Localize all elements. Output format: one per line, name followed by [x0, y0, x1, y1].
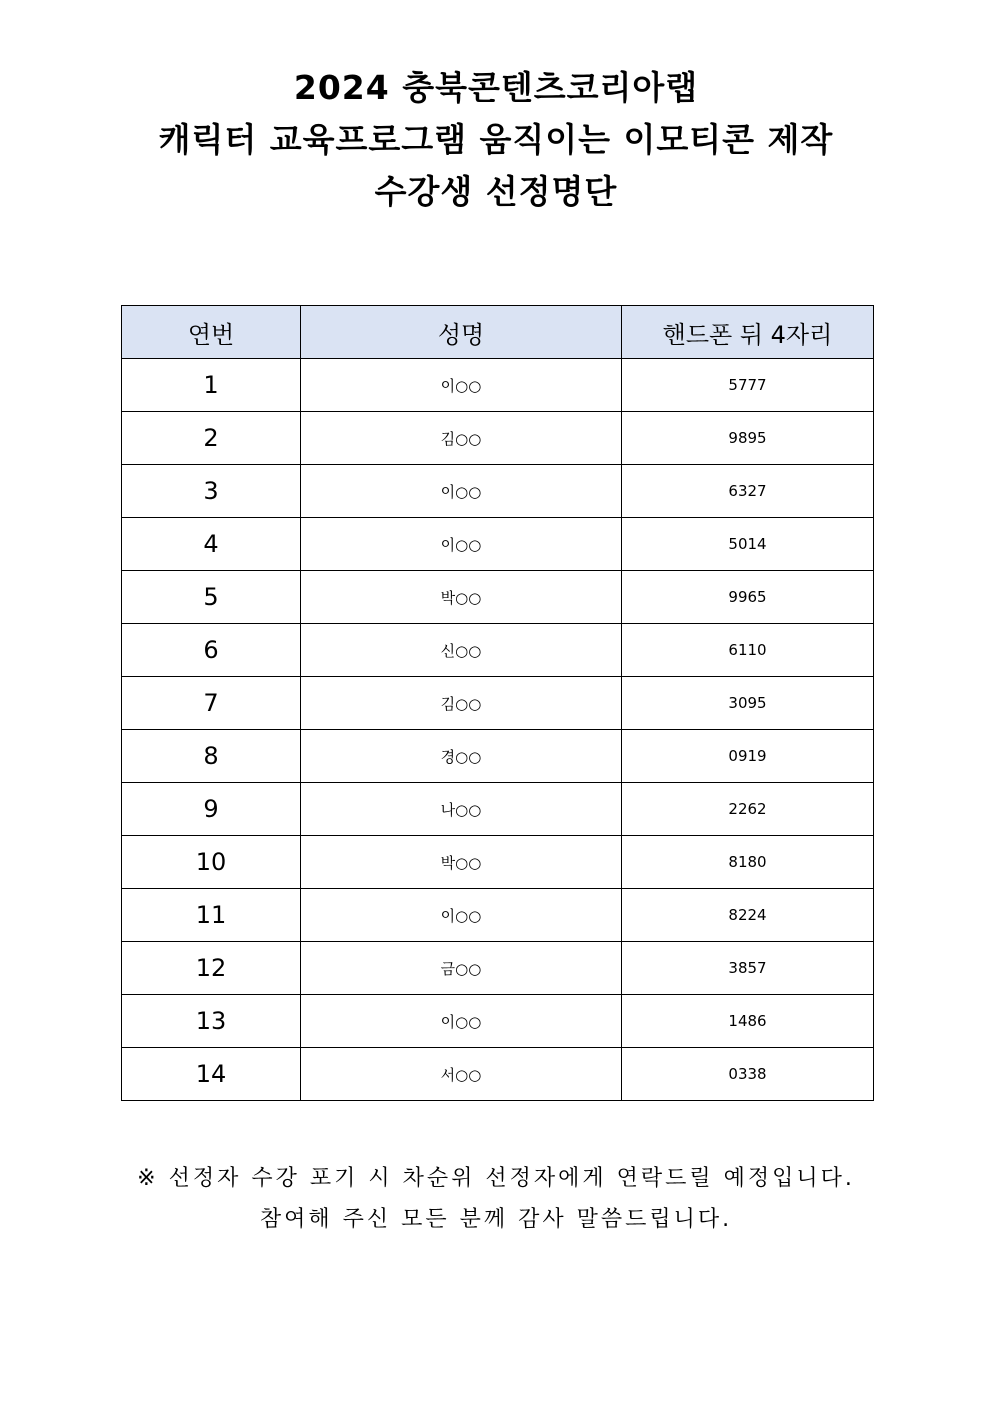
row-number: 12: [122, 942, 301, 995]
table-header-row: [122, 306, 874, 359]
row-number: 1: [122, 359, 301, 412]
row-phone: 3857: [622, 942, 874, 995]
header-phone: 핸드폰 뒤 4자리: [622, 306, 874, 359]
table-row: [122, 677, 874, 730]
row-name: 이○○: [301, 465, 622, 518]
table-row: [122, 359, 874, 412]
row-name: 경○○: [301, 730, 622, 783]
row-name: 금○○: [301, 942, 622, 995]
title-line-3: 수강생 선정명단: [374, 172, 618, 211]
row-number: 5: [122, 571, 301, 624]
row-number: 4: [122, 518, 301, 571]
row-phone: 0919: [622, 730, 874, 783]
selection-table-wrapper: [121, 305, 873, 1101]
row-phone: 8180: [622, 836, 874, 889]
row-number: 6: [122, 624, 301, 677]
row-number: 3: [122, 465, 301, 518]
row-phone: 6110: [622, 624, 874, 677]
row-number: 8: [122, 730, 301, 783]
row-name: 이○○: [301, 359, 622, 412]
title-line-1: 2024 충북콘텐츠코리아랩: [293, 68, 699, 107]
row-number: 9: [122, 783, 301, 836]
row-name: 이○○: [301, 889, 622, 942]
row-phone: 5777: [622, 359, 874, 412]
footer-notice: [0, 1158, 992, 1240]
row-phone: 8224: [622, 889, 874, 942]
row-phone: 9895: [622, 412, 874, 465]
row-name: 이○○: [301, 518, 622, 571]
row-name: 김○○: [301, 677, 622, 730]
row-name: 김○○: [301, 412, 622, 465]
row-number: 2: [122, 412, 301, 465]
table-row: [122, 995, 874, 1048]
row-phone: 5014: [622, 518, 874, 571]
table-row: [122, 465, 874, 518]
title-line-2: 캐릭터 교육프로그램 움직이는 이모티콘 제작: [158, 120, 834, 159]
row-phone: 9965: [622, 571, 874, 624]
row-name: 이○○: [301, 995, 622, 1048]
row-phone: 2262: [622, 783, 874, 836]
table-row: [122, 836, 874, 889]
table-row: [122, 730, 874, 783]
row-phone: 6327: [622, 465, 874, 518]
selection-table: [121, 305, 874, 1101]
row-number: 10: [122, 836, 301, 889]
header-name: 성명: [301, 306, 622, 359]
row-name: 서○○: [301, 1048, 622, 1101]
page-title: [0, 62, 992, 218]
table-row: [122, 412, 874, 465]
table-row: [122, 1048, 874, 1101]
table-row: [122, 518, 874, 571]
row-name: 나○○: [301, 783, 622, 836]
table-row: [122, 783, 874, 836]
row-name: 박○○: [301, 571, 622, 624]
row-phone: 1486: [622, 995, 874, 1048]
row-number: 11: [122, 889, 301, 942]
row-number: 13: [122, 995, 301, 1048]
table-row: [122, 624, 874, 677]
table-row: [122, 571, 874, 624]
notice-line-2: 참여해 주신 모든 분께 감사 말씀드립니다.: [259, 1207, 733, 1232]
table-row: [122, 942, 874, 995]
notice-line-1: ※ 선정자 수강 포기 시 차순위 선정자에게 연락드릴 예정입니다.: [137, 1166, 855, 1191]
row-phone: 0338: [622, 1048, 874, 1101]
row-name: 박○○: [301, 836, 622, 889]
row-name: 신○○: [301, 624, 622, 677]
row-number: 14: [122, 1048, 301, 1101]
row-number: 7: [122, 677, 301, 730]
table-row: [122, 889, 874, 942]
header-number: 연번: [122, 306, 301, 359]
row-phone: 3095: [622, 677, 874, 730]
